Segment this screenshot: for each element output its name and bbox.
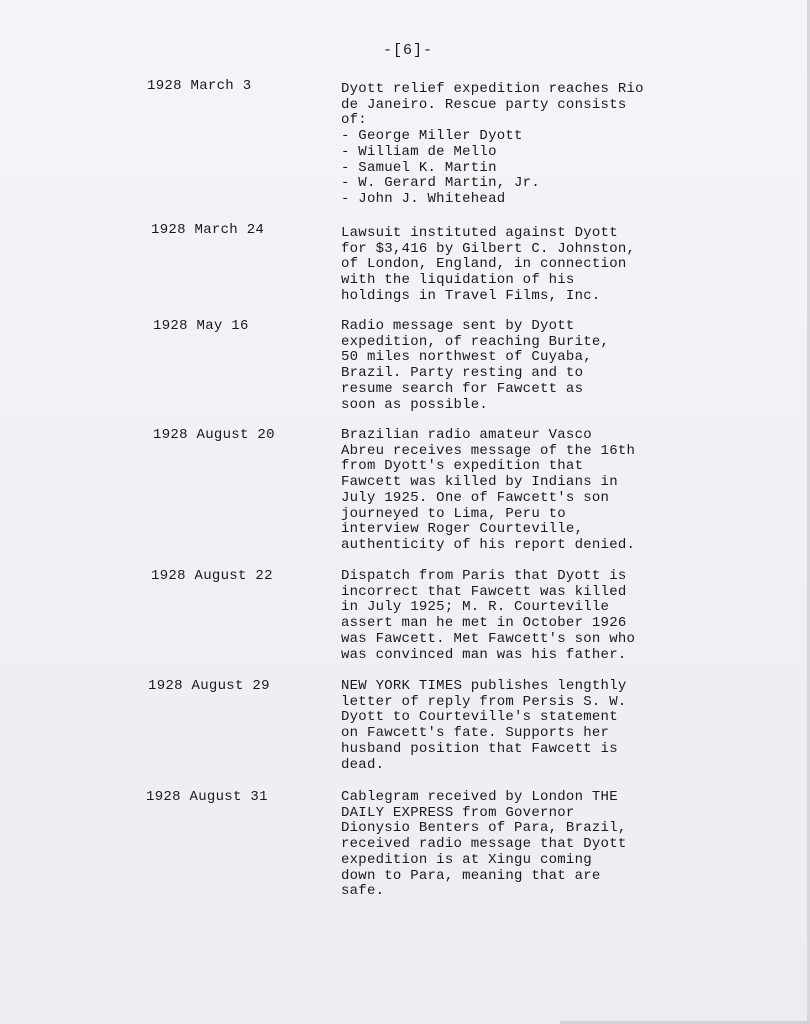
entry-line: Radio message sent by Dyott [341, 318, 575, 334]
entry-line: soon as possible. [341, 396, 489, 413]
entry-line: DAILY EXPRESS from Governor [341, 804, 575, 821]
entry-line: Dyott relief expedition reaches Rio [341, 81, 644, 97]
entry-date: 1928 August 20 [153, 427, 275, 443]
entry-line: de Janeiro. Rescue party consists [341, 96, 627, 113]
entry-line: dead. [341, 756, 385, 773]
entry-line: Dionysio Benters of Para, Brazil, [341, 820, 627, 837]
entry-line: on Fawcett's fate. Supports her [341, 725, 610, 742]
entry-text [341, 569, 681, 663]
entry-line: Brazil. Party resting and to [341, 365, 584, 382]
entry-line: Dispatch from Paris that Dyott is [341, 568, 627, 584]
entry-line: - George Miller Dyott [341, 128, 523, 145]
entry-line: July 1925. One of Fawcett's son [341, 489, 610, 506]
entry-line: with the liquidation of his [341, 272, 575, 289]
entry-line: - John J. Whitehead [341, 190, 506, 207]
entry-line: journeyed to Lima, Peru to [341, 505, 566, 522]
entry-date: 1928 March 3 [147, 78, 252, 94]
entry-line: expedition is at Xingu coming [341, 851, 592, 868]
entry-text [341, 428, 681, 554]
entry-line: letter of reply from Persis S. W. [341, 693, 627, 710]
entry-line: Cablegram received by London THE [341, 789, 618, 805]
entry-text [341, 319, 681, 413]
entry-line: for $3,416 by Gilbert C. Johnston, [341, 240, 636, 257]
entry-line: holdings in Travel Films, Inc. [341, 287, 601, 304]
entry-date: 1928 May 16 [153, 318, 249, 334]
entry-date: 1928 March 24 [151, 222, 265, 238]
page-number: -[6]- [383, 42, 434, 59]
entry-line: expedition, of reaching Burite, [341, 333, 610, 350]
entry-date: 1928 August 31 [146, 789, 268, 805]
entry-line: - W. Gerard Martin, Jr. [341, 175, 540, 192]
entry-line: authenticity of his report denied. [341, 536, 636, 553]
entry-line: 50 miles northwest of Cuyaba, [341, 349, 592, 366]
entry-line: husband position that Fawcett is [341, 740, 618, 757]
entry-text [341, 226, 681, 305]
entry-text [341, 679, 681, 773]
entry-line: - Samuel K. Martin [341, 159, 497, 176]
entry-line: assert man he met in October 1926 [341, 615, 627, 632]
entry-date: 1928 August 29 [148, 678, 270, 694]
entry-text [341, 82, 681, 208]
entry-line: Abreu receives message of the 16th [341, 442, 636, 459]
entry-line: in July 1925; M. R. Courteville [341, 599, 610, 616]
entry-line: incorrect that Fawcett was killed [341, 583, 627, 600]
entry-line: Lawsuit instituted against Dyott [341, 225, 618, 241]
entry-line: interview Roger Courteville, [341, 521, 584, 538]
entry-line: resume search for Fawcett as [341, 380, 584, 397]
entry-line: safe. [341, 883, 385, 900]
entry-line: Fawcett was killed by Indians in [341, 474, 618, 491]
entry-line: of London, England, in connection [341, 256, 627, 273]
entry-line: of: [341, 112, 367, 129]
entry-text [341, 790, 681, 900]
entry-line: received radio message that Dyott [341, 836, 627, 853]
entry-line: was convinced man was his father. [341, 646, 627, 663]
entry-line: Brazilian radio amateur Vasco [341, 427, 592, 443]
entry-line: Dyott to Courteville's statement [341, 709, 618, 726]
entry-line: from Dyott's expedition that [341, 458, 584, 475]
entry-date: 1928 August 22 [151, 568, 273, 584]
entry-line: - William de Mello [341, 143, 497, 160]
entry-line: down to Para, meaning that are [341, 867, 601, 884]
entry-line: was Fawcett. Met Fawcett's son who [341, 630, 636, 647]
entry-line: NEW YORK TIMES publishes lengthly [341, 678, 627, 694]
